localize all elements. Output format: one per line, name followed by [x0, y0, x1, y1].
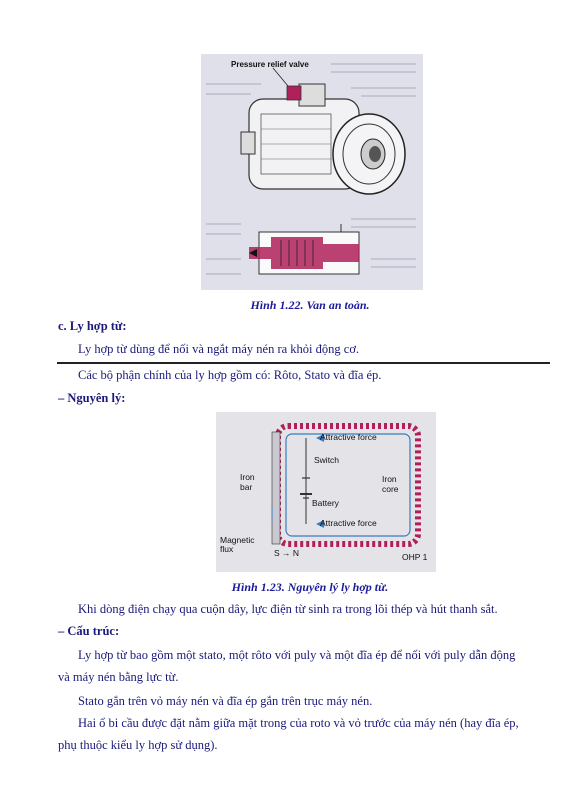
attractive-force-bottom-label: Attractive force [320, 518, 377, 528]
iron-bar-label: Iron bar [240, 472, 255, 492]
battery-label: Battery [312, 498, 339, 508]
structure-paragraph-3-line-1: Hai ổ bi cầu được đặt nằm giữa mặt trong của roto và vỏ trước của máy nén (hay đĩa ép, [78, 716, 519, 730]
principle-heading: – Nguyên lý: [58, 391, 126, 405]
divider-line [57, 362, 550, 364]
principle-paragraph: Khi dòng điện chạy qua cuộn dây, lực điện từ sinh ra trong lõi thép và hút thanh sắt. [78, 602, 498, 616]
structure-paragraph-1-line-1: Ly hợp từ bao gồm một stato, một rôto với puly và một đĩa ép để nối với puly dẫn động [78, 648, 516, 662]
figure-1-23-caption: Hình 1.23. Nguyên lý ly hợp từ. [231, 580, 389, 594]
pressure-relief-valve-label: Pressure relief valve [231, 60, 309, 69]
structure-paragraph-1-line-2: và máy nén bằng lực từ. [58, 670, 179, 684]
section-c-paragraph-1: Ly hợp từ dùng để nối và ngắt máy nén ra khỏi động cơ. [78, 342, 360, 356]
s-n-label: S → N [274, 548, 300, 558]
structure-paragraph-2: Stato gắn trên vỏ máy nén và đĩa ép gắn trên trục máy nén. [78, 694, 373, 708]
section-c-paragraph-2: Các bộ phận chính của ly hợp gồm có: Rôto, Stato và đĩa ép. [78, 368, 382, 382]
structure-paragraph-3-line-2: phụ thuộc kiểu ly hợp sử dụng). [58, 738, 218, 752]
iron-core-label: Iron core [382, 474, 399, 494]
magnetic-flux-label: Magnetic flux [220, 535, 255, 555]
figure-pressure-relief-valve [201, 54, 423, 290]
figure-1-22-caption: Hình 1.22. Van an toàn. [250, 298, 370, 312]
section-c-heading: c. Ly hợp từ: [58, 319, 127, 333]
figure-magnetic-clutch-principle [216, 412, 436, 572]
structure-heading: – Cấu trúc: [58, 624, 120, 638]
ohp-label: OHP 1 [402, 552, 428, 562]
compressor-illustration [201, 54, 423, 290]
attractive-force-top-label: Attractive force [320, 432, 377, 442]
switch-label: Switch [314, 455, 340, 465]
